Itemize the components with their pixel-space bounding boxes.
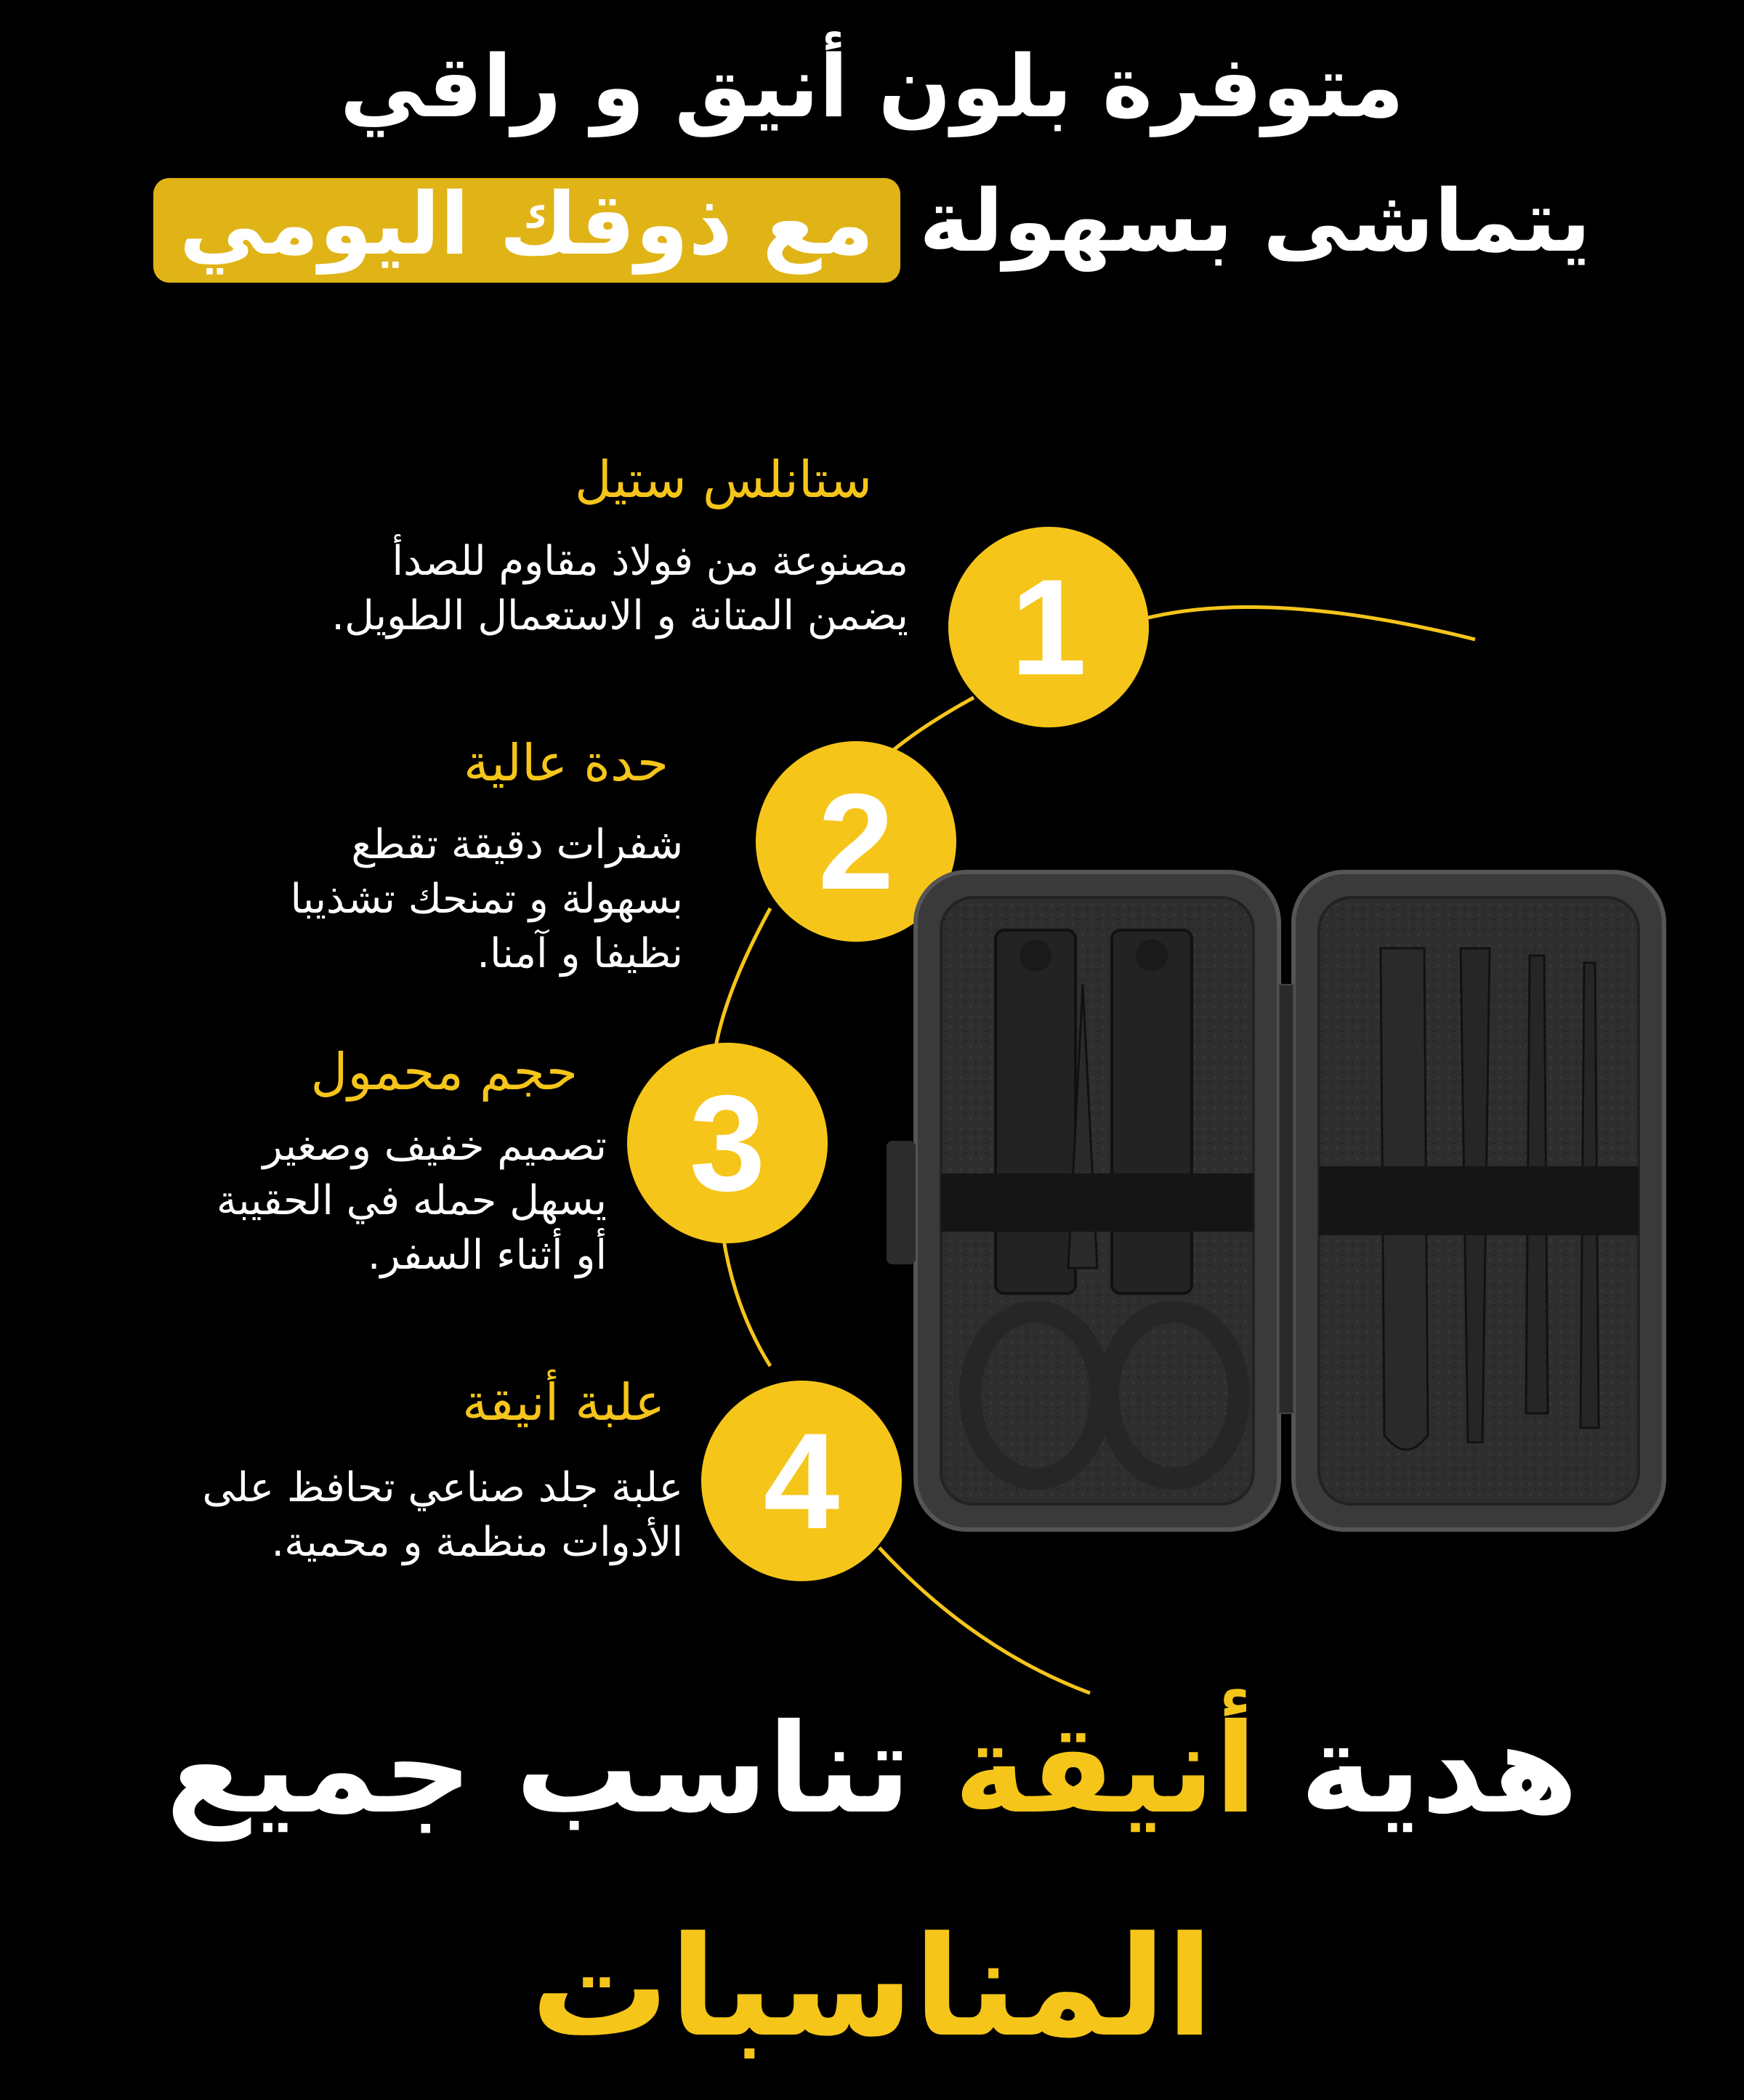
feature-1-line: مصنوعة من فولاذ مقاوم للصدأ bbox=[392, 538, 908, 585]
headline-line-1: متوفرة بلون أنيق و راقي bbox=[339, 36, 1405, 137]
feature-2-line: بسهولة و تمنحك تشذيبا bbox=[290, 876, 683, 924]
feature-3-line: تصميم خفيف وصغير bbox=[262, 1123, 607, 1170]
feature-3-line: أو أثناء السفر. bbox=[367, 1232, 607, 1280]
feature-3-number-badge: 3 bbox=[627, 1043, 828, 1243]
manicure-kit-image bbox=[887, 861, 1686, 1548]
footer-line-2: المناسبات bbox=[530, 1907, 1214, 2067]
feature-2-title: حدة عالية bbox=[463, 733, 669, 793]
footer-word-elegant: أنيقة bbox=[953, 1697, 1257, 1841]
feature-1-line: يضمن المتانة و الاستعمال الطويل. bbox=[331, 592, 908, 640]
feature-4-line: علبة جلد صناعي تحافظ على bbox=[202, 1464, 683, 1511]
feature-3-title: حجم محمول bbox=[310, 1042, 578, 1102]
feature-2-line: نظيفا و آمنا. bbox=[477, 930, 683, 978]
footer-word-gift: هدية bbox=[1299, 1697, 1578, 1841]
feature-3-description bbox=[0, 1119, 607, 1283]
feature-4-line: الأدوات منظمة و محمية. bbox=[271, 1519, 683, 1567]
feature-1-number-badge: 1 bbox=[948, 527, 1149, 727]
footer-line-1 bbox=[0, 1697, 1744, 1841]
headline-highlight-badge: مع ذوقك اليومي bbox=[153, 178, 900, 283]
feature-4-title: علبة أنيقة bbox=[462, 1373, 665, 1432]
footer-words-suits-all: تناسب جميع bbox=[166, 1697, 911, 1841]
headline-plain-text: يتماشى بسهولة bbox=[919, 171, 1591, 271]
feature-1-description bbox=[182, 534, 908, 643]
feature-2-line: شفرات دقيقة تقطع bbox=[351, 821, 683, 868]
feature-2-description bbox=[29, 817, 683, 981]
feature-4-description bbox=[0, 1461, 683, 1570]
feature-4-number-badge: 4 bbox=[701, 1381, 902, 1581]
feature-2-number-badge: 2 bbox=[756, 741, 956, 942]
feature-1-title: ستانلس ستيل bbox=[574, 450, 872, 509]
feature-3-line: يسهل حمله في الحقيبة bbox=[216, 1177, 607, 1225]
